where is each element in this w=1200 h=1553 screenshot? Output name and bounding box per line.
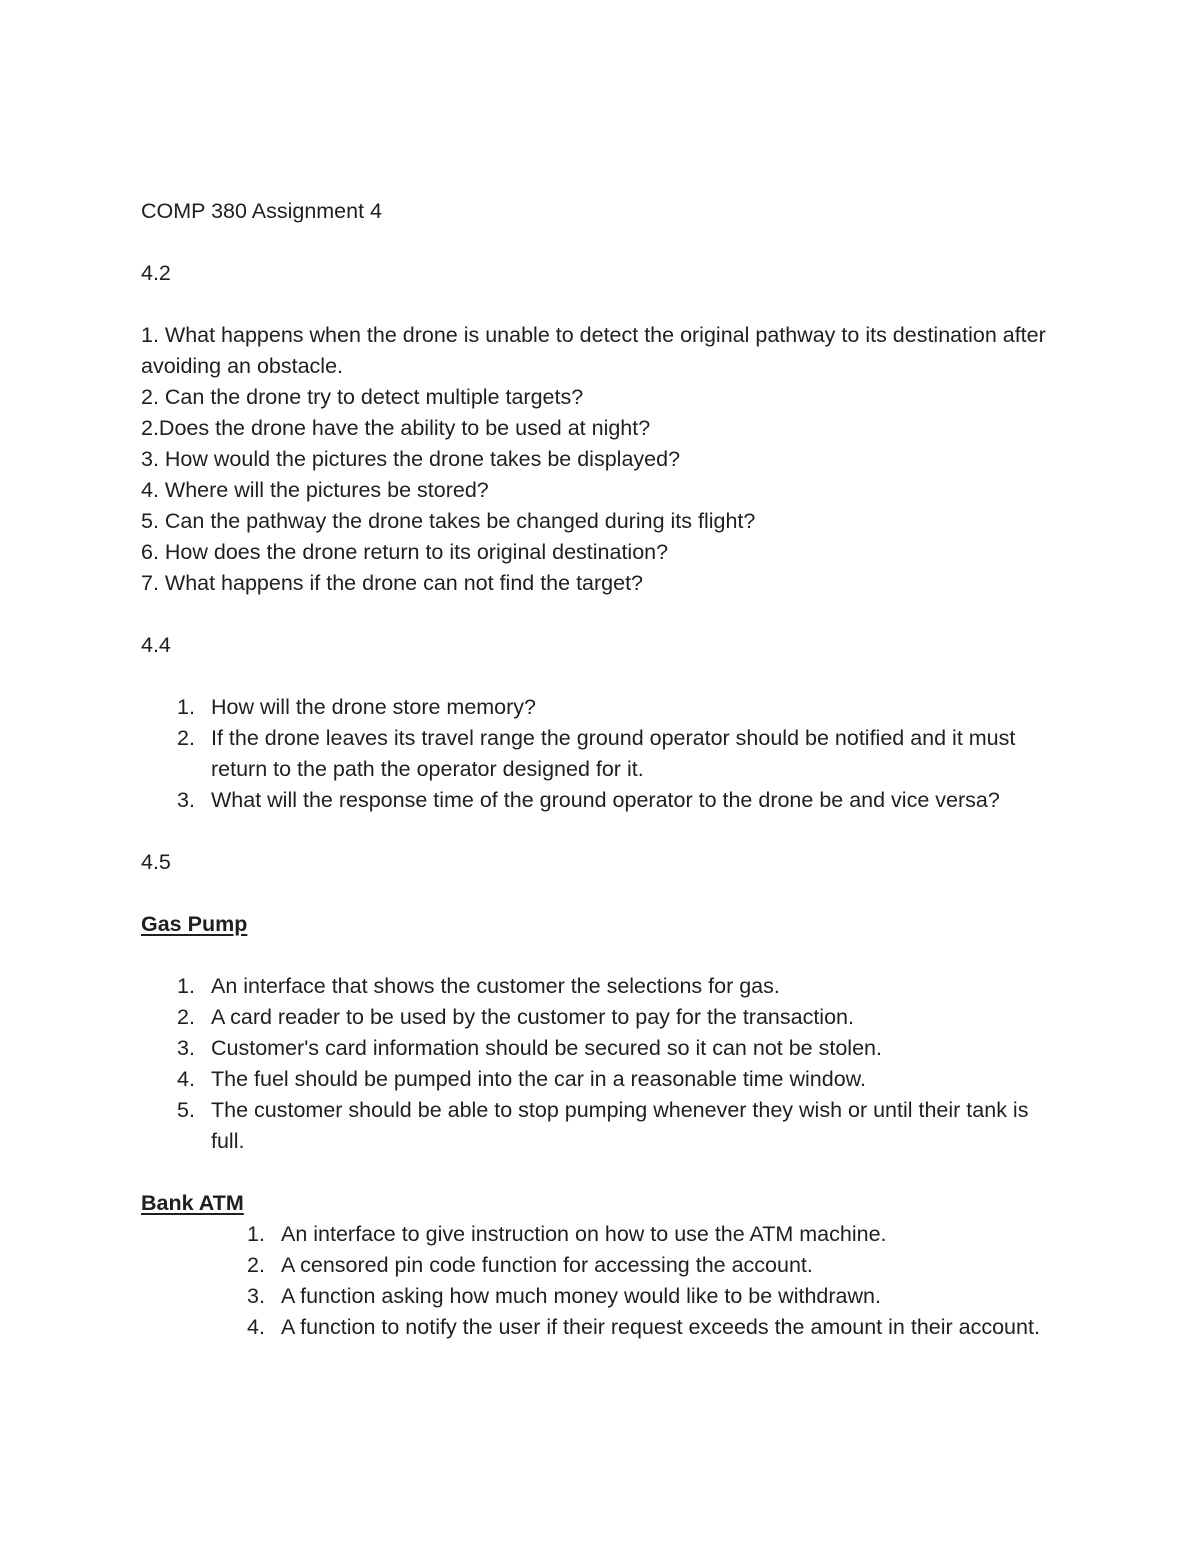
- list-item: [239, 1312, 1051, 1343]
- list-item-text: A function asking how much money would like to be withdrawn.: [281, 1284, 881, 1308]
- question-line: 2.Does the drone have the ability to be used at night?: [141, 416, 651, 440]
- question-line: 4. Where will the pictures be stored?: [141, 478, 489, 502]
- list-item-text: A card reader to be used by the customer to pay for the transaction.: [211, 1005, 854, 1029]
- list-item: [169, 1033, 1051, 1064]
- list-item-number: 2.: [177, 726, 195, 750]
- list-item-text: If the drone leaves its travel range the ground operator should be notified and it must return to the path the operator designed for it.: [211, 726, 1016, 781]
- list-item-number: 3.: [247, 1284, 265, 1308]
- list-item-text: An interface to give instruction on how to use the ATM machine.: [281, 1222, 887, 1246]
- list-item: [169, 723, 1051, 785]
- numbered-list-4-4: [169, 692, 1051, 816]
- list-item-number: 4.: [177, 1067, 195, 1091]
- list-item-number: 1.: [177, 695, 195, 719]
- question-line: 6. How does the drone return to its original destination?: [141, 540, 669, 564]
- section-heading-4-4: 4.4: [141, 633, 171, 657]
- list-item-number: 2.: [177, 1005, 195, 1029]
- document-body: [141, 196, 1051, 1343]
- list-item-text: How will the drone store memory?: [211, 695, 537, 719]
- list-item: [239, 1281, 1051, 1312]
- gas-pump-heading: Gas Pump: [141, 912, 248, 936]
- list-item-text: A function to notify the user if their request exceeds the amount in their account.: [281, 1315, 1040, 1339]
- list-item-number: 3.: [177, 1036, 195, 1060]
- list-item-number: 1.: [247, 1222, 265, 1246]
- list-item-text: The fuel should be pumped into the car in a reasonable time window.: [211, 1067, 866, 1091]
- list-item: [169, 1064, 1051, 1095]
- list-item: [169, 785, 1051, 816]
- list-item-number: 4.: [247, 1315, 265, 1339]
- document-title: COMP 380 Assignment 4: [141, 199, 383, 223]
- list-item: [169, 1095, 1051, 1157]
- section-heading-4-2: 4.2: [141, 261, 171, 285]
- list-item-text: An interface that shows the customer the selections for gas.: [211, 974, 780, 998]
- list-item-number: 5.: [177, 1098, 195, 1122]
- subheading-bank-atm: [141, 1188, 1051, 1219]
- numbered-list-bank-atm: [239, 1219, 1051, 1343]
- question-list-4-2: [141, 320, 1051, 599]
- list-item: [239, 1219, 1051, 1250]
- numbered-list-gas-pump: [169, 971, 1051, 1157]
- list-item-number: 3.: [177, 788, 195, 812]
- subheading-gas-pump: [141, 909, 1051, 940]
- list-item-number: 1.: [177, 974, 195, 998]
- question-line: 2. Can the drone try to detect multiple targets?: [141, 385, 584, 409]
- section-heading-4-5: 4.5: [141, 850, 171, 874]
- bank-atm-heading: Bank ATM: [141, 1191, 244, 1215]
- question-line: 5. Can the pathway the drone takes be changed during its flight?: [141, 509, 756, 533]
- list-item-text: Customer's card information should be secured so it can not be stolen.: [211, 1036, 882, 1060]
- list-item-text: What will the response time of the ground operator to the drone be and vice versa?: [211, 788, 1000, 812]
- question-line: 7. What happens if the drone can not find the target?: [141, 571, 644, 595]
- list-item: [169, 971, 1051, 1002]
- list-item: [169, 692, 1051, 723]
- list-item: [239, 1250, 1051, 1281]
- list-item: [169, 1002, 1051, 1033]
- list-item-text: A censored pin code function for accessing the account.: [281, 1253, 813, 1277]
- list-item-text: The customer should be able to stop pumping whenever they wish or until their tank is full.: [211, 1098, 1029, 1153]
- list-item-number: 2.: [247, 1253, 265, 1277]
- question-line: 1. What happens when the drone is unable to detect the original pathway to its destination after avoiding an obstacle.: [141, 323, 1046, 378]
- question-line: 3. How would the pictures the drone takes be displayed?: [141, 447, 681, 471]
